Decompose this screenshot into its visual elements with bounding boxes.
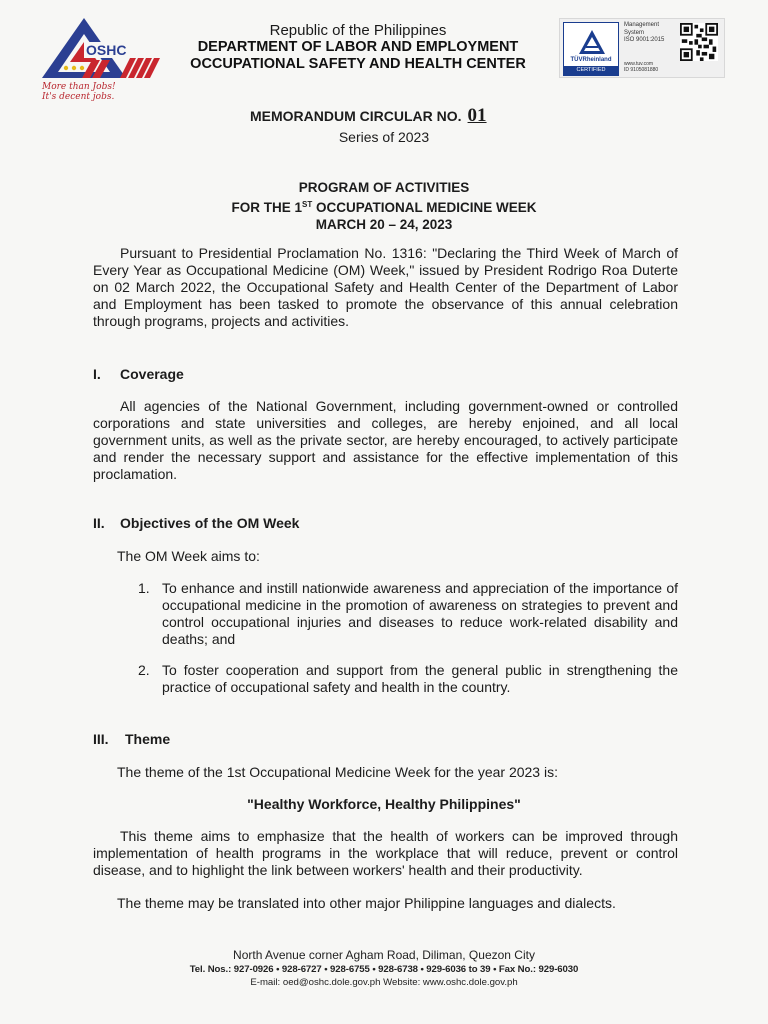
memo-number: 01: [467, 105, 487, 126]
qr-code-icon: [680, 23, 718, 61]
iso-certification-badge: [559, 18, 725, 78]
theme-paragraph: This theme aims to emphasize that the health of workers can be improved through implementation of health programs in the workplace that will reduce, prevent or control disease, and to highlight the link between workers' health and their productivity.: [93, 828, 678, 878]
logo-text: OSHC: [86, 42, 127, 58]
tuv-certified: CERTIFIED: [564, 66, 618, 75]
intro-paragraph: Pursuant to Presidential Proclamation No. 1316: "Declaring the Third Week of March of Every Year as Occupational Medicine (OM) Week," issued by President Rodrigo Roa Duterte on 02 March 2022, the Occupational Safety and Health Center of the Department of Labor and Employment has been tasked to promote the observance of this annual celebration through programs, projects and activities.: [93, 245, 678, 329]
letterhead: [168, 22, 548, 73]
memorandum-number: MEMORANDUM CIRCULAR NO. 01: [250, 105, 487, 126]
section-objectives-heading: II. Objectives of the OM Week: [93, 515, 300, 531]
tuv-brand: TÜVRheinland: [570, 57, 612, 63]
tuv-triangle-icon: [578, 29, 606, 55]
cert-url: www.tuv.com ID 9105081880: [624, 61, 659, 73]
footer-phone: Tel. Nos.: 927-0926 • 928-6727 • 928-6755 • 928-6738 • 929-6036 to 39 • Fax No.: 929-6030: [189, 964, 579, 975]
objective-item-1: 1. To enhance and instill nationwide awareness and appreciation of the importance of occupational medicine in the promotion of awareness on strategies to prevent and control occupational injuries and diseases to reduce work-related disability and deaths; and: [138, 580, 678, 647]
section-coverage-heading: I. Coverage: [93, 366, 184, 382]
cert-details: Management System ISO 9001:2015: [624, 22, 665, 43]
footer-address: North Avenue corner Agham Road, Diliman, Quezon City: [233, 948, 535, 962]
document-title: PROGRAM OF ACTIVITIES FOR THE 1ST OCCUPATIONAL MEDICINE WEEK MARCH 20 – 24, 2023: [231, 180, 537, 232]
letterhead-footer: [0, 948, 768, 989]
letterhead-department: DEPARTMENT OF LABOR AND EMPLOYMENT: [197, 39, 519, 55]
theme-statement: "Healthy Workforce, Healthy Philippines": [247, 796, 521, 812]
memo-series: Series of 2023: [338, 129, 430, 145]
section-theme-heading: III. Theme: [93, 731, 171, 747]
objective-item-2: 2. To foster cooperation and support from the general public in strengthening the practice of occupational safety and health in the country.: [138, 662, 678, 695]
coverage-paragraph: All agencies of the National Government, including government-owned or controlled corporations and state universities and colleges, are hereby enjoined, and all local government units, as well as the private sector, are hereby encouraged, to actively participate and render the necessary support and assistance for the effective implementation of this proclamation.: [93, 398, 678, 482]
footer-email: E-mail: oed@oshc.dole.gov.ph Website: www.oshc.dole.gov.ph: [250, 977, 518, 988]
theme-lead: The theme of the 1st Occupational Medicine Week for the year 2023 is:: [117, 764, 558, 780]
logo-tagline: More than Jobs! It's decent jobs.: [42, 82, 116, 102]
objectives-lead: The OM Week aims to:: [117, 548, 260, 564]
letterhead-republic: Republic of the Philippines: [269, 22, 447, 39]
letterhead-center: OCCUPATIONAL SAFETY AND HEALTH CENTER: [190, 56, 526, 72]
tuv-logo: [563, 22, 619, 76]
theme-translation-note: The theme may be translated into other major Philippine languages and dialects.: [117, 895, 616, 911]
